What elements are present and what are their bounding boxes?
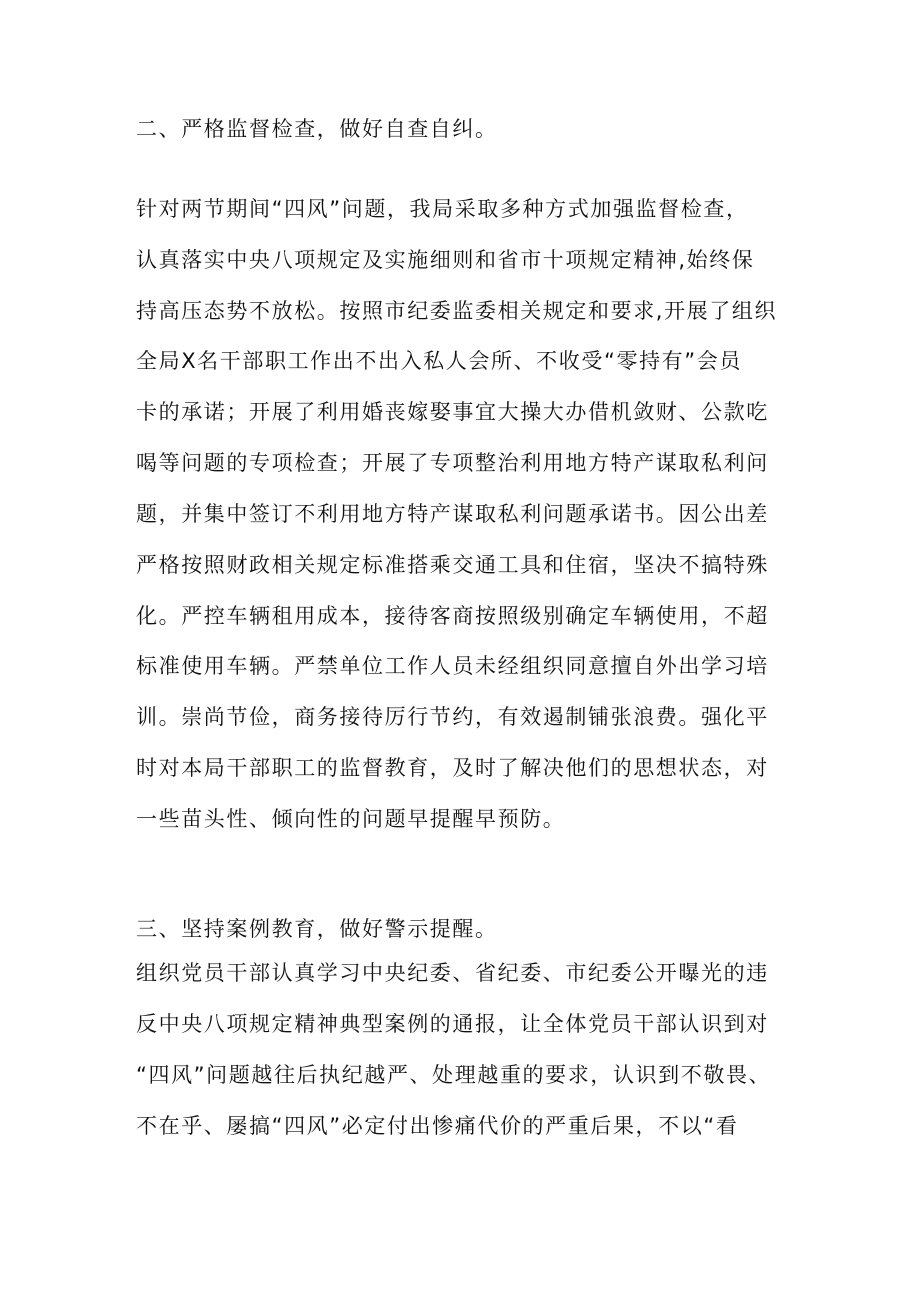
section3-line-2: 反中央八项规定精神典型案例的通报，让全体党员干部认识到对	[136, 1012, 769, 1036]
section2-line-10: 标准使用车辆。严禁单位工作人员未经组织同意擅自外出学习培	[136, 654, 769, 678]
section2-line-6: 喝等问题的专项检查；开展了专项整治利用地方特产谋取私利问	[136, 451, 769, 475]
section3-line-1: 组织党员干部认真学习中央纪委、省纪委、市纪委公开曝光的违	[136, 961, 769, 985]
section2-line-7: 题，并集中签订不利用地方特产谋取私利问题承诺书。因公出差	[136, 502, 769, 526]
section2-line-4: 全局X名干部职工作出不出入私人会所、不收受“零持有”会员	[136, 349, 742, 373]
section2-line-8: 严格按照财政相关规定标准搭乘交通工具和住宿，坚决不搞特殊	[136, 553, 769, 577]
section2-line-3: 持高压态势不放松。按照市纪委监委相关规定和要求,开展了组织	[136, 299, 778, 323]
section2-line-2: 认真落实中央八项规定及实施细则和省市十项规定精神,始终保	[136, 248, 755, 272]
section3-line-4: 不在乎、屡搞“四风”必定付出惨痛代价的严重后果，不以“看	[136, 1114, 739, 1138]
section2-line-11: 训。崇尚节俭，商务接待厉行节约，有效遏制铺张浪费。强化平	[136, 705, 769, 729]
section2-line-1: 针对两节期间“四风”问题，我局采取多种方式加强监督检查，	[136, 197, 749, 221]
section2-heading: 二、严格监督检查，做好自查自纠。	[136, 117, 498, 141]
section2-line-5: 卡的承诺；开展了利用婚丧嫁娶事宜大操大办借机敛财、公款吃	[136, 400, 769, 424]
section2-line-12: 时对本局干部职工的监督教育，及时了解决他们的思想状态，对	[136, 756, 769, 780]
section3-line-3: “四风”问题越往后执纪越严、处理越重的要求，认识到不敬畏、	[136, 1063, 772, 1087]
section2-line-13: 一些苗头性、倾向性的问题早提醒早预防。	[136, 807, 566, 831]
section2-line-9: 化。严控车辆租用成本，接待客商按照级别确定车辆使用，不超	[136, 604, 769, 628]
section3-heading: 三、坚持案例教育，做好警示提醒。	[136, 917, 498, 941]
